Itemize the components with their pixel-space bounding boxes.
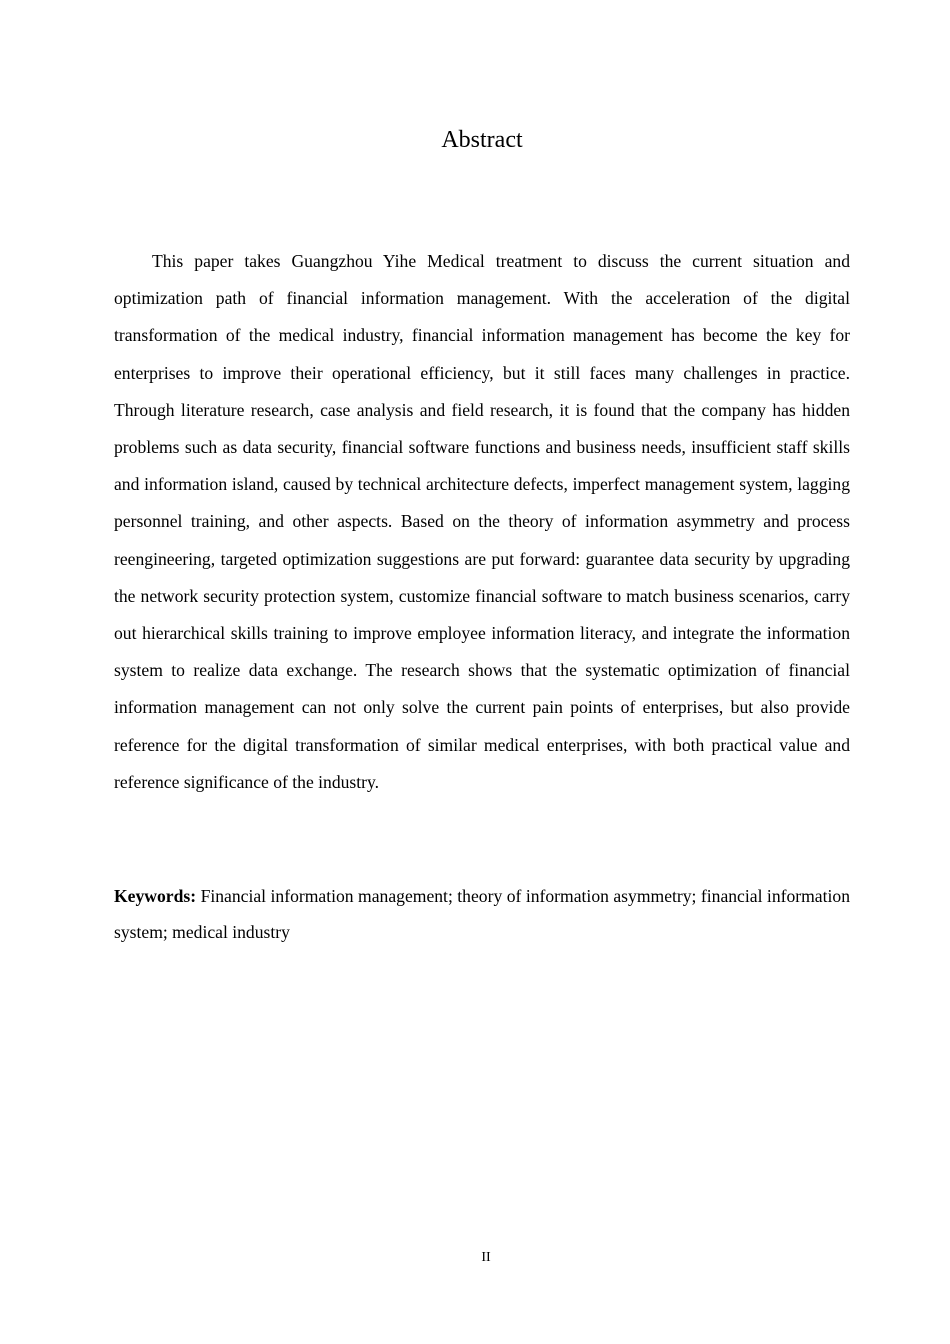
abstract-paragraph: This paper takes Guangzhou Yihe Medical treatment to discuss the current situation and optimization path of financial information management. With the acceleration of the digital transformation of the medical industry, financial information management has become the key for enterprises to improve their operational efficiency, but it still faces many challenges in practice. Through literature research, case analysis and field research, it is found that the company has hidden problems such as data security, financial software functions and business needs, insufficient staff skills and information island, caused by technical architecture defects, imperfect management system, lagging personnel training, and other aspects. Based on the theory of information asymmetry and process reengineering, targeted optimization suggestions are put forward: guarantee data security by upgrading the network security protection system, customize financial software to match business scenarios, carry out hierarchical skills training to improve employee information literacy, and integrate the information system to realize data exchange. The research shows that the systematic optimization of financial information management can not only solve the current pain points of enterprises, but also provide reference for the digital transformation of similar medical enterprises, with both practical value and reference significance of the industry. [114, 251, 850, 792]
keywords-label: Keywords: [114, 886, 197, 906]
keywords-text: Financial information management; theory of information asymmetry; financial information system; medical industry [114, 886, 850, 942]
keywords-paragraph [114, 878, 850, 950]
page-title: Abstract [441, 127, 523, 153]
page-number: II [481, 1250, 491, 1265]
